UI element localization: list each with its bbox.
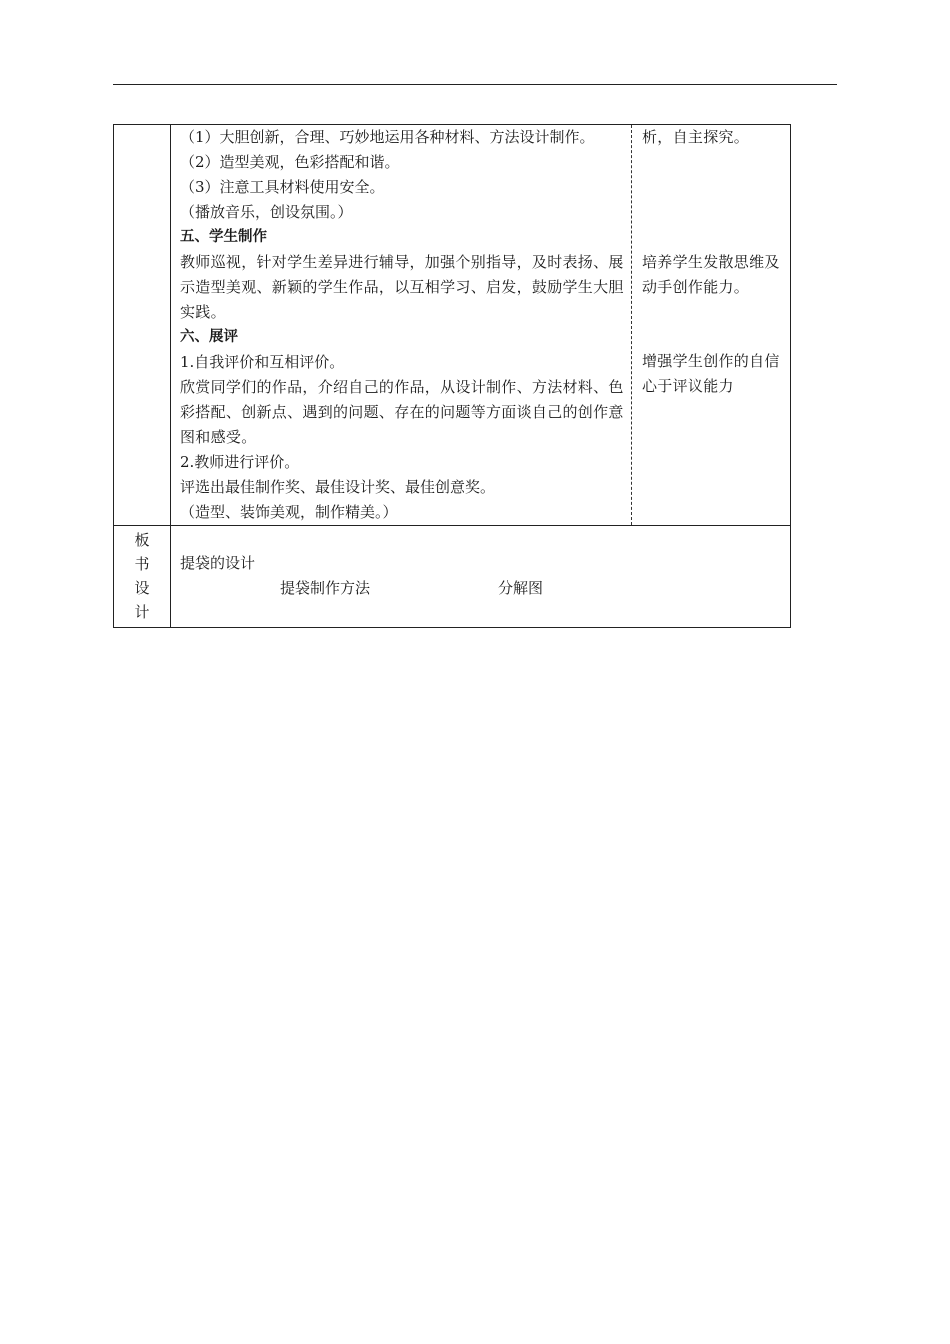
board-label-char: 设 [134,579,150,597]
board-method: 提袋制作方法 [280,579,371,597]
evaluation-2-title: 2.教师进行评价。 [180,453,300,471]
design-intent-cell [632,125,791,526]
requirement-1: （1）大胆创新，合理、巧妙地运用各种材料、方法设计制作。 [180,128,595,146]
board-title: 提袋的设计 [180,554,256,572]
note-explore: 析，自主探究。 [642,128,750,146]
board-label-char: 书 [134,555,150,573]
board-design-row [114,526,791,628]
activities-row [114,125,791,526]
section-5-title: 五、学生制作 [180,229,267,245]
music-note: （播放音乐，创设氛围。） [180,203,353,221]
board-label-char: 板 [134,531,150,549]
evaluation-1-body: 欣赏同学们的作品，介绍自己的作品，从设计制作、方法材料、色彩搭配、创新点、遇到的问题、存在的问题等方面谈自己的创作意图和感受。 [180,378,624,446]
requirement-2: （2）造型美观，色彩搭配和谐。 [180,153,400,171]
board-label-char: 计 [134,603,150,621]
lesson-plan-table [113,124,791,628]
header-rule [113,84,837,85]
note-confidence: 增强学生创作的自信心于评议能力 [642,352,780,395]
board-diagram: 分解图 [498,579,544,597]
note-creative-thinking: 培养学生发散思维及动手创作能力。 [642,253,780,296]
board-design-content [171,526,791,628]
requirement-3: （3）注意工具材料使用安全。 [180,178,385,196]
evaluation-1-title: 1.自我评价和互相评价。 [180,353,345,371]
section-5-body: 教师巡视，针对学生差异进行辅导，加强个别指导，及时表扬、展示造型美观、新颖的学生作品，以互相学习、启发，鼓励学生大胆实践。 [180,253,624,321]
evaluation-2-body: 评选出最佳制作奖、最佳设计奖、最佳创意奖。 [180,478,496,496]
section-6-title: 六、展评 [180,329,238,345]
board-subitems [180,576,790,601]
evaluation-2-note: （造型、装饰美观，制作精美。） [180,503,398,521]
side-label-cell [114,125,171,526]
board-design-label [114,526,171,628]
activities-cell [171,125,632,526]
